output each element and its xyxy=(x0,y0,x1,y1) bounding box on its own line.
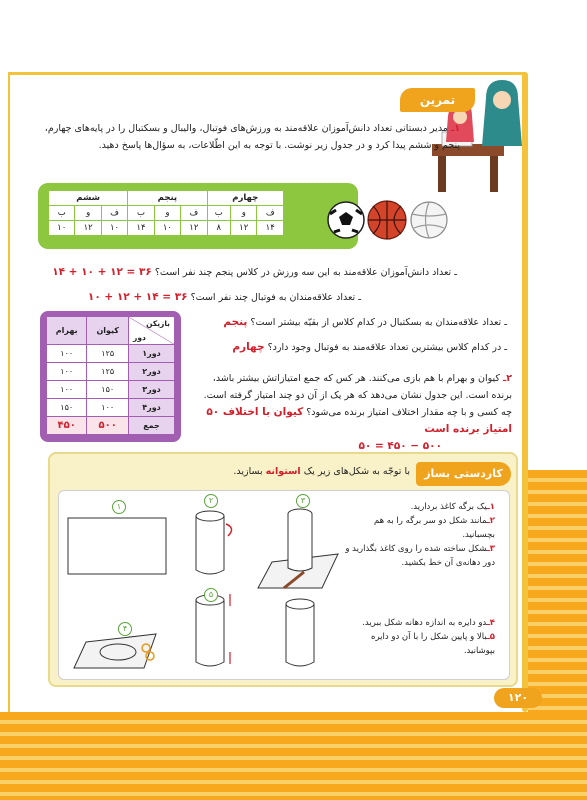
intro-text: مدیر دبستانی تعداد دانش‌آموزان علاقه‌مند به ورزش‌های فوتبال، والیبال و بسکتبال را در پایه‌های چهارم، پنجم و ششم پیدا کرد و در جدول زیر نوشت. با توجه به این اطّلاعات، به سؤال‌ها پاسخ دهید. xyxy=(44,123,460,151)
step-text: مانند شکل دو سر برگه را به هم بچسبانید. xyxy=(373,516,495,540)
rolling-paper-figure xyxy=(196,511,232,574)
sport-header: ب xyxy=(128,206,154,221)
score-cell: ۱۵۰ xyxy=(87,381,129,399)
craft-step xyxy=(340,630,495,658)
problem-2-paragraph xyxy=(192,370,512,455)
figure-number-3: ۳ xyxy=(296,494,310,508)
sports-balls xyxy=(326,196,451,244)
stat-cell: ۱۰ xyxy=(49,221,75,236)
group-header: چهارم xyxy=(207,191,283,206)
sport-header: ب xyxy=(207,206,231,221)
round-label: دور۱ xyxy=(129,345,175,363)
tracing-circle-figure xyxy=(258,509,338,588)
step-text: یک برگه کاغذ بردارید. xyxy=(410,502,487,512)
problem-number: ۲ـ xyxy=(502,373,512,384)
score-cell: ۱۰۰ xyxy=(87,399,129,417)
exercise-badge: تمرین xyxy=(400,88,475,112)
craft-step xyxy=(340,542,495,570)
capped-cylinder-figure xyxy=(196,594,230,666)
sport-header: ب xyxy=(49,206,75,221)
round-label: دور۴ xyxy=(129,399,175,417)
figure-number-5: ۵ xyxy=(204,588,218,602)
player-header: کیوان xyxy=(87,317,129,345)
stat-cell: ۱۰ xyxy=(154,221,180,236)
corner-top-label: بازیکن xyxy=(146,319,170,328)
figure-number-4: ۴ xyxy=(118,622,132,636)
sport-header: و xyxy=(231,206,257,221)
group-header: پنجم xyxy=(128,191,207,206)
basketball-icon xyxy=(368,201,406,239)
player-header: بهرام xyxy=(47,317,87,345)
stat-cell: ۱۴ xyxy=(128,221,154,236)
intro-paragraph xyxy=(40,120,460,154)
craft-step xyxy=(340,616,495,630)
frame-top-line xyxy=(8,72,525,75)
craft-steps-top xyxy=(340,500,495,570)
step-number: ۳ـ xyxy=(486,544,495,554)
total-bahram: ۴۵۰ xyxy=(47,417,87,435)
sport-header: ف xyxy=(101,206,127,221)
sport-header: ف xyxy=(257,206,284,221)
step-number: ۴ـ xyxy=(486,618,495,628)
problem-2-answer: کیوان با اختلاف ۵۰ امتیاز برنده است xyxy=(206,406,512,435)
round-label: دور۳ xyxy=(129,381,175,399)
step-number: ۲ـ xyxy=(486,516,495,526)
frame-left-line xyxy=(8,72,10,712)
stat-cell: ۱۲ xyxy=(231,221,257,236)
sport-header: و xyxy=(154,206,180,221)
question-4 xyxy=(232,341,507,353)
problem-number: ۱ـ xyxy=(450,123,460,134)
craft-intro-prefix: با توجّه به شکل‌های زیر یک xyxy=(303,466,410,477)
stat-cell: ۸ xyxy=(207,221,231,236)
plain-cylinder-figure xyxy=(286,599,314,666)
paper-sheet-figure xyxy=(68,518,166,574)
step-text: دو دایره به اندازه دهانه شکل ببرید. xyxy=(362,618,487,628)
stat-cell: ۱۲ xyxy=(75,221,101,236)
step-text: بالا و پایین شکل را با آن دو دایره بپوشانید. xyxy=(370,632,495,656)
figure-number-2: ۲ xyxy=(204,494,218,508)
question-text: ـ تعداد دانش‌آموزان علاقه‌مند به این سه ورزش در کلاس پنجم چند نفر است؟ xyxy=(154,267,457,278)
craft-title: کاردستی بساز xyxy=(416,462,511,486)
stat-cell: ۱۴ xyxy=(257,221,284,236)
corner-header xyxy=(129,317,175,345)
answer-text: ۳۶ = ۱۲ + ۱۰ + ۱۴ xyxy=(52,266,152,278)
bottom-stripes xyxy=(0,712,587,800)
craft-intro xyxy=(190,466,410,477)
page-number: ۱۲۰ xyxy=(494,688,542,708)
score-cell: ۱۵۰ xyxy=(47,399,87,417)
stat-cell: ۱۰ xyxy=(101,221,127,236)
score-cell: ۱۲۵ xyxy=(87,345,129,363)
score-cell: ۱۰۰ xyxy=(47,363,87,381)
question-text: ـ تعداد علاقه‌مندان به بسکتبال در کدام کلاس از بقیّه بیشتر است؟ xyxy=(250,317,507,328)
volleyball-icon xyxy=(411,202,447,238)
step-number: ۱ـ xyxy=(486,502,495,512)
craft-figures xyxy=(60,492,340,678)
question-text: ـ در کدام کلاس بیشترین تعداد علاقه‌مند به فوتبال وجود دارد؟ xyxy=(267,342,507,353)
craft-intro-suffix: بسازید. xyxy=(233,466,263,477)
craft-intro-accent: استوانه xyxy=(265,466,301,477)
soccer-ball-icon xyxy=(328,202,364,238)
question-1 xyxy=(52,266,457,278)
problem-2-calculation: ۵۰ = ۴۵۰ − ۵۰۰ xyxy=(358,440,442,452)
score-cell: ۱۲۵ xyxy=(87,363,129,381)
score-cell: ۱۰۰ xyxy=(47,345,87,363)
step-text: شکل ساخته شده را روی کاغذ بگذارید و دور دهانه‌ی آن خط بکشید. xyxy=(345,544,495,568)
craft-step xyxy=(340,514,495,542)
step-number: ۵ـ xyxy=(486,632,495,642)
sport-header: و xyxy=(75,206,101,221)
corner-bottom-label: دور xyxy=(133,333,146,342)
group-header: ششم xyxy=(49,191,128,206)
total-keyvan: ۵۰۰ xyxy=(87,417,129,435)
question-text: ـ تعداد علاقه‌مندان به فوتبال چند نفر است؟ xyxy=(190,292,361,303)
answer-text: پنجم xyxy=(223,316,248,328)
answer-text: ۳۶ = ۱۴ + ۱۲ + ۱۰ xyxy=(87,291,188,303)
sport-header: ف xyxy=(181,206,207,221)
round-label: دور۲ xyxy=(129,363,175,381)
sports-stats-table xyxy=(48,190,284,236)
score-cell: ۱۰۰ xyxy=(47,381,87,399)
stat-cell: ۱۲ xyxy=(181,221,207,236)
question-3 xyxy=(223,316,507,328)
craft-step xyxy=(340,500,495,514)
total-label: جمع xyxy=(129,417,175,435)
cutting-circle-figure xyxy=(74,634,156,668)
problem-2-text: کیوان و بهرام با هم بازی می‌کنند. هر کس که جمع امتیازاتش بیشتر باشد، برنده است. این جدول نشان می‌دهد که هر یک از آن دو چند امتیاز گرفته است. چه کسی و با چه مقدار اختلاف امتیاز برنده می‌شود؟ xyxy=(203,373,512,418)
side-stripes xyxy=(528,470,587,712)
question-2 xyxy=(88,291,361,303)
craft-steps-bottom xyxy=(340,616,495,658)
score-table xyxy=(46,316,175,435)
figure-number-1: ۱ xyxy=(112,500,126,514)
answer-text: چهارم xyxy=(232,341,265,353)
